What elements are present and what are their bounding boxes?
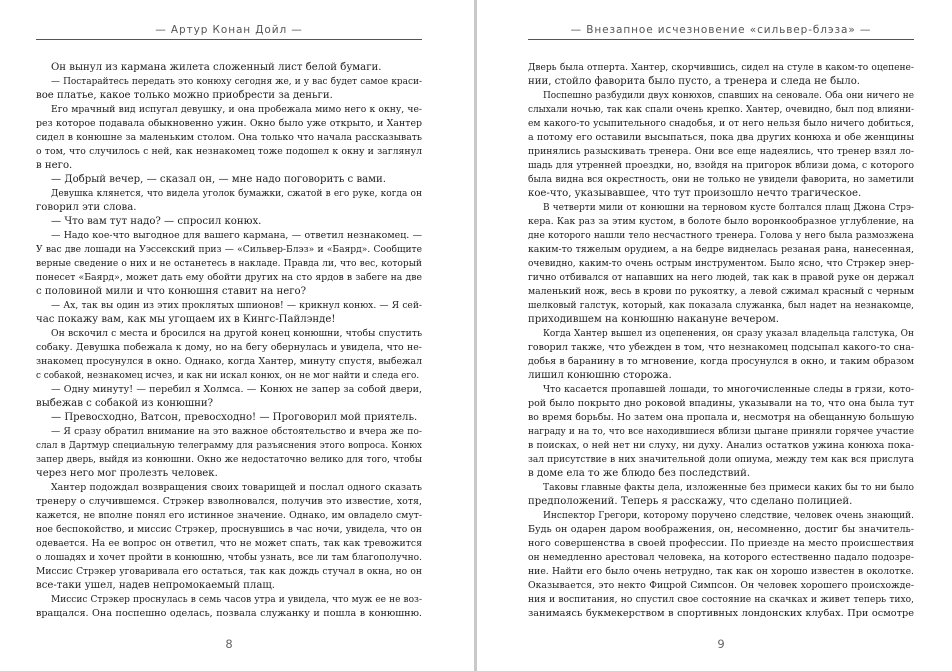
text-line: рой было покрыто дно роковой впадины, указывали на то, что она была тут — [528, 398, 914, 409]
text-line: — Превосходно, Ватсон, превосходно! — Проговорил мой приятель. — [51, 412, 418, 423]
text-line: принялись разыскивать тренера. Они все еще надеялись, что тренер взял ло- — [528, 146, 914, 157]
text-line: а потому его оставили высыпаться, пока два других конюха и обе женщины — [528, 132, 914, 143]
text-line: предположений. Теперь я расскажу, что сделано полицией. — [528, 496, 853, 507]
text-line: Миссис Стрэкер проснулась в семь часов утра и увидела, что муж ее не воз- — [51, 595, 422, 605]
text-line: ние. Найти его было очень нетрудно, так как он хорошо известен в околотке. — [528, 566, 914, 577]
text-line: тренеру о случившемся. Стрэкер взволновался, получив это известие, хотя, — [36, 496, 422, 507]
text-line: говорил также, что убежден в том, что незнакомец подсыпал какого-то сна- — [528, 342, 914, 353]
body-text — [36, 61, 422, 621]
text-line: в поисках, о ней нет ни слуху, ни духу. Анализ остатков ужина конюха пока- — [528, 440, 914, 451]
text-line: лишил конюшню сторожа. — [528, 370, 672, 381]
text-line: награду и на то, что все находившиеся вблизи цыгане приняли горячее участие — [528, 427, 914, 437]
text-line: все-таки ушел, надев непромокаемый плащ. — [36, 580, 276, 591]
text-line: вое платье, какое только можно приобрести за деньги. — [36, 90, 333, 101]
text-line: одевается. На ее вопрос он ответил, что не может спать, так как тревожится — [36, 538, 422, 549]
text-line: слал в Дартмур специальную телеграмму для разъяснения этого вопроса. Конюх — [36, 441, 422, 451]
text-line: с половиной мили и что конюшня ставит на него? — [36, 286, 307, 297]
text-line: собаку. Девушка побежала к дому, но на бегу обернулась и увидела, что не- — [36, 342, 422, 353]
text-line: Инспектор Грегори, которому поручено следствие, человек очень знающий. — [543, 511, 914, 521]
text-line: кажется, не вполне понял его истинное значение. Однако, им овладело смут- — [36, 510, 422, 521]
text-line: знакомец просунулся в окно. Однако, когда Хантер, минуту спустя, выбежал — [36, 356, 422, 367]
text-line: ем какого-то усыпительного снадобья, и от него нельзя было ничего добиться, — [528, 119, 914, 129]
text-line: кое-что, указывавшее, что тут произошло нечто трагическое. — [528, 188, 862, 199]
right-page — [477, 0, 951, 671]
text-line: понесет «Баярд», может дать ему обойти других на сто ярдов в забеге на две — [36, 272, 422, 283]
text-line: Что касается пропавшей лошади, то многочисленные следы в грязи, кото- — [543, 384, 914, 395]
text-line: вращался. Она поспешно оделась, позвала служанку и пошла в конюшню. — [36, 608, 422, 619]
text-line: — Одну минуту! — перебил я Холмса. — Конюх не запер за собой двери, — [51, 384, 422, 395]
text-line: выбежав с собакой из конюшни? — [36, 398, 214, 409]
text-line: — Надо кое-что выгодное для вашего кармана, — ответил незнакомец. — — [51, 230, 422, 241]
text-line: о лошадях и хочет пройти в конюшню, чтобы узнать, все ли там благополучно. — [36, 553, 422, 563]
text-line: через него мог пролезть человек. — [36, 468, 218, 479]
page-number: 8 — [225, 637, 233, 651]
text-line: — Добрый вечер, — сказал он, — мне надо поговорить с вами. — [51, 174, 387, 185]
body-text — [528, 61, 914, 621]
text-line: нии, стойло фаворита было пусто, а тренера и следа не было. — [528, 76, 861, 87]
text-line: Поспешно разбудили двух конюхов, спавших на сеновале. Оба они ничего не — [543, 91, 914, 101]
text-line: рез которое подавала обыкновенно ужин. Окно было уже открыто, и Хантер — [36, 118, 422, 129]
text-line: он немедленно арестовал человека, на которого естественно падало подозре- — [528, 552, 914, 563]
page-number: 9 — [717, 637, 725, 651]
text-line: ния и воспитания, но спустил свое состояние на скачках и живет теперь тихо, — [528, 595, 914, 605]
text-line: Будь он одарен даром воображения, он, несомненно, достиг бы значитель- — [528, 524, 914, 535]
text-line: запер дверь, выйдя из конюшни. Окно же недостаточно велико для того, чтобы — [36, 455, 422, 465]
text-line: была видна вся окрестность, они не только не увидели фаворита, но заметили — [528, 174, 914, 185]
text-line: в него. — [36, 160, 73, 171]
text-line: ного совершенства в своей профессии. По приезде на место происшествия — [528, 538, 914, 549]
text-line: Дверь была отперта. Хантер, скорчившись, сидел на стуле в каком-то оцепене- — [528, 63, 914, 73]
text-line: во время борьбы. Но затем она пропала и, несмотря на обещанную большую — [528, 412, 914, 423]
text-line: час покажу вам, как мы угощаем их в Кингс-Пайлэнде! — [36, 314, 336, 325]
text-line: сидел в конюшне за маленьким столом. Она только что начала рассказывать — [36, 132, 422, 143]
text-line: ное беспокойство, и миссис Стрэкер, проснувшись в час ночи, увидела, что он — [36, 525, 422, 535]
text-line: маленький нож, весь в крови по рукоятку, а левой сжимал красный с черным — [528, 286, 914, 297]
text-line: слыхали ночью, так как спали очень крепко. Хантер, очевидно, был под влияни- — [528, 105, 914, 115]
text-line: Девушка клянется, что видела уголок бумажки, сжатой в его руке, когда он — [51, 189, 422, 199]
text-line: очевидно, каким-то очень острым инструментом. Было ясно, что Стрэкер энер- — [528, 259, 914, 269]
text-line: дне которого нашли тело несчастного тренера. Голова у него была размозжена — [528, 231, 914, 241]
text-line: шелковый галстук, который, как показала служанка, был надет на незнакомце, — [528, 301, 914, 311]
text-line: верные сведение о них и не останетесь в накладе. Правда ли, что вес, который — [36, 259, 422, 269]
text-line: о том, что случилось с ней, как незнакомец тоже подошел к окну и заглянул — [36, 146, 422, 157]
text-line: — Я сразу обратил внимание на это важное обстоятельство и вчера же по- — [51, 426, 422, 437]
text-line: с собакой, незнакомец исчез, и как ни искал конюх, он не мог найти и следа его. — [36, 371, 420, 381]
text-line: В четверти мили от конюшни на терновом кусте болтался плащ Джона Стрэ- — [543, 203, 914, 213]
text-line: в доме ела то же блюдо без последствий. — [528, 468, 751, 479]
text-line: Когда Хантер вышел из оцепенения, он сразу указал владельца галстука, Он — [543, 329, 914, 339]
running-head-author: — Артур Конан Дойл — — [36, 24, 422, 40]
text-line: Миссис Стрэкер уговаривала его остаться, так как дождь стучал в окна, но он — [36, 567, 422, 577]
text-line: зал присутствие в них значительной доли опиума, между тем как вся прислуга — [528, 455, 914, 465]
text-line: добья в баранину в то мгновение, когда просунулся в окно, и таким образом — [528, 356, 914, 367]
text-line: — Что вам тут надо? — спросил конюх. — [51, 216, 262, 227]
text-line: гично отбивался от напавших на него людей, так как в правой руке он держал — [528, 273, 914, 283]
text-line: занимаясь букмекерством в спортивных лондонских клубах. При осмотре — [528, 608, 914, 619]
running-head-chapter: — Внезапное исчезновение «сильвер-блэза» — — [528, 24, 914, 40]
text-line: Хантер подождал возвращения своих товарищей и послал одного сказать — [51, 482, 422, 493]
text-line: У вас две лошади на Уэссекский приз — «Сильвер-Блэз» и «Баярд». Сообщите — [36, 245, 422, 255]
text-line: — Постарайтесь передать это конюху сегодня же, и у вас будет самое краси- — [51, 77, 422, 87]
text-line: приходившем на конюшню накануне вечером. — [528, 314, 780, 325]
text-line: Его мрачный вид испугал девушку, и она пробежала мимо него к окну, че- — [51, 104, 422, 115]
text-line: Таковы главные факты дела, изложенные без примеси каких бы то ни было — [543, 483, 914, 493]
text-line: Оказывается, это некто Фицрой Симпсон. Он человек хорошего происхожде- — [528, 580, 914, 591]
text-line: кера. Как раз за этим кустом, в болоте было воронкообразное углубление, на — [528, 216, 914, 227]
text-line: говорил эти слова. — [36, 202, 137, 213]
left-page — [0, 0, 474, 671]
text-line: Он вынул из кармана жилета сложенный лист белой бумаги. — [51, 62, 382, 73]
text-line: шадь для утренней проездки, но, взойдя на пригорок вблизи дома, с которого — [528, 160, 914, 171]
text-line: каким-то тяжелым орудием, а на бедре виднелась резаная рана, нанесенная, — [528, 244, 914, 255]
text-line: — Ах, так вы один из этих проклятых шпионов! — крикнул конюх. — Я сей- — [51, 301, 422, 311]
text-line: Он вскочил с места и бросился на другой конец конюшни, чтобы спустить — [51, 328, 422, 339]
